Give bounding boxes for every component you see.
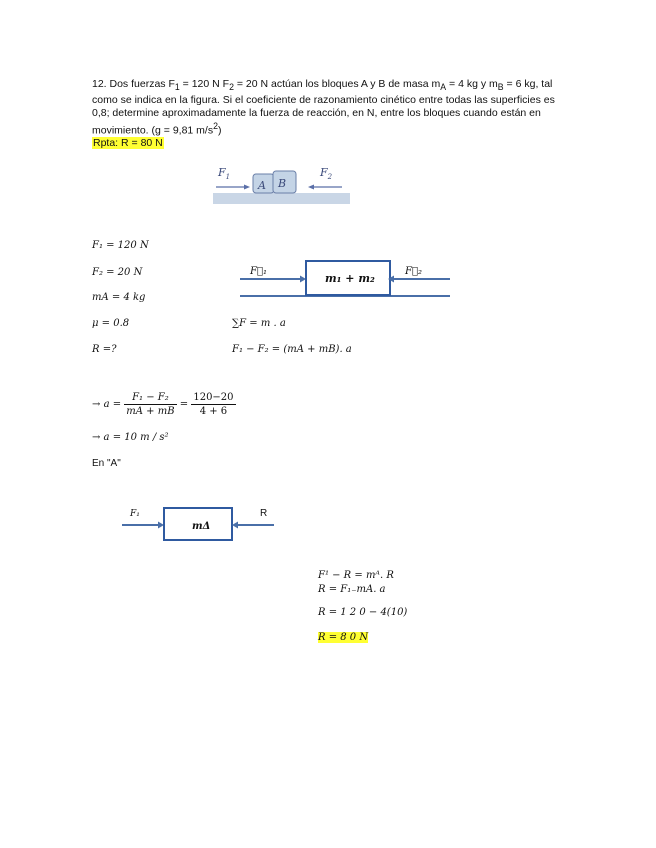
fraction-numerator: F₁ − F₂	[124, 392, 176, 405]
block-b-label: B	[278, 177, 287, 190]
f1-label-fig3: F₁	[130, 509, 140, 519]
final-line-1: F¹ − R = mᴬ. R	[318, 570, 394, 581]
block-m-delta-label: mΔ	[192, 521, 211, 532]
final-line-3: R = 1 2 0 − 4(10)	[318, 607, 408, 618]
f1-vector-label: F⃗₁	[250, 266, 267, 277]
figure-combined-block	[238, 258, 453, 303]
final-answer: R = 8 0 N	[318, 632, 369, 643]
block-a-heading: En "A"	[92, 458, 121, 469]
given-r: R =?	[92, 344, 117, 355]
f1-arrowhead	[244, 185, 250, 190]
given-f2: F₂ = 20 N	[92, 267, 143, 278]
f1-label: $F_1$	[218, 166, 231, 181]
given-mu: μ = 0.8	[92, 318, 130, 329]
fraction-forces-masses	[124, 392, 176, 417]
a-lhs: a =	[103, 399, 122, 410]
fraction-numeric	[191, 392, 235, 417]
given-f1: F₁ = 120 N	[92, 240, 149, 251]
figure-block-a-forces	[120, 505, 280, 545]
implies-arrow: →	[92, 399, 101, 410]
equals-sign: =	[179, 399, 189, 410]
ground-surface	[213, 193, 350, 204]
answer-highlight: Rpta: R = 80 N	[93, 137, 163, 149]
block-m1-m2-label: m₁ + m₂	[325, 272, 375, 285]
problem-statement: 12. Dos fuerzas $F_1 = 120$ N $F_2 = 20$ N actúan los bloques A y B de masa $m_A = 4$ kg y $m_B = 6$ kg, tal como se indica en la figura. Si el coeficiente de razonamiento cinético entre todas las superficies es 0,8; determine aproximadamente la fuerza de reacción, en N, entre los bloques cuando están en movimiento. (g = 9,81 $m/s^2$)	[92, 78, 555, 137]
fraction-denominator: mA + mB	[126, 406, 175, 417]
sum-forces-equation: ∑F = m . a	[232, 318, 286, 329]
block-a-label: A	[258, 179, 266, 192]
numeric-denominator: 4 + 6	[199, 406, 228, 417]
f2-label: $F_2$	[320, 166, 333, 181]
f2-arrowhead	[308, 185, 314, 190]
given-ma: mA = 4 kg	[92, 292, 146, 303]
numeric-numerator: 120−20	[193, 392, 234, 403]
acceleration-result: → a = 10 m / s²	[92, 432, 169, 443]
f2-vector-label: F⃗₂	[405, 266, 422, 277]
newton-relation-equation: F₁ − F₂ = (mA + mB). a	[232, 344, 352, 355]
figure-blocks-ab	[210, 160, 360, 210]
r-label: R	[260, 508, 268, 519]
final-line-2: R = F₁₋mA. a	[318, 584, 386, 595]
acceleration-fraction	[92, 392, 236, 417]
